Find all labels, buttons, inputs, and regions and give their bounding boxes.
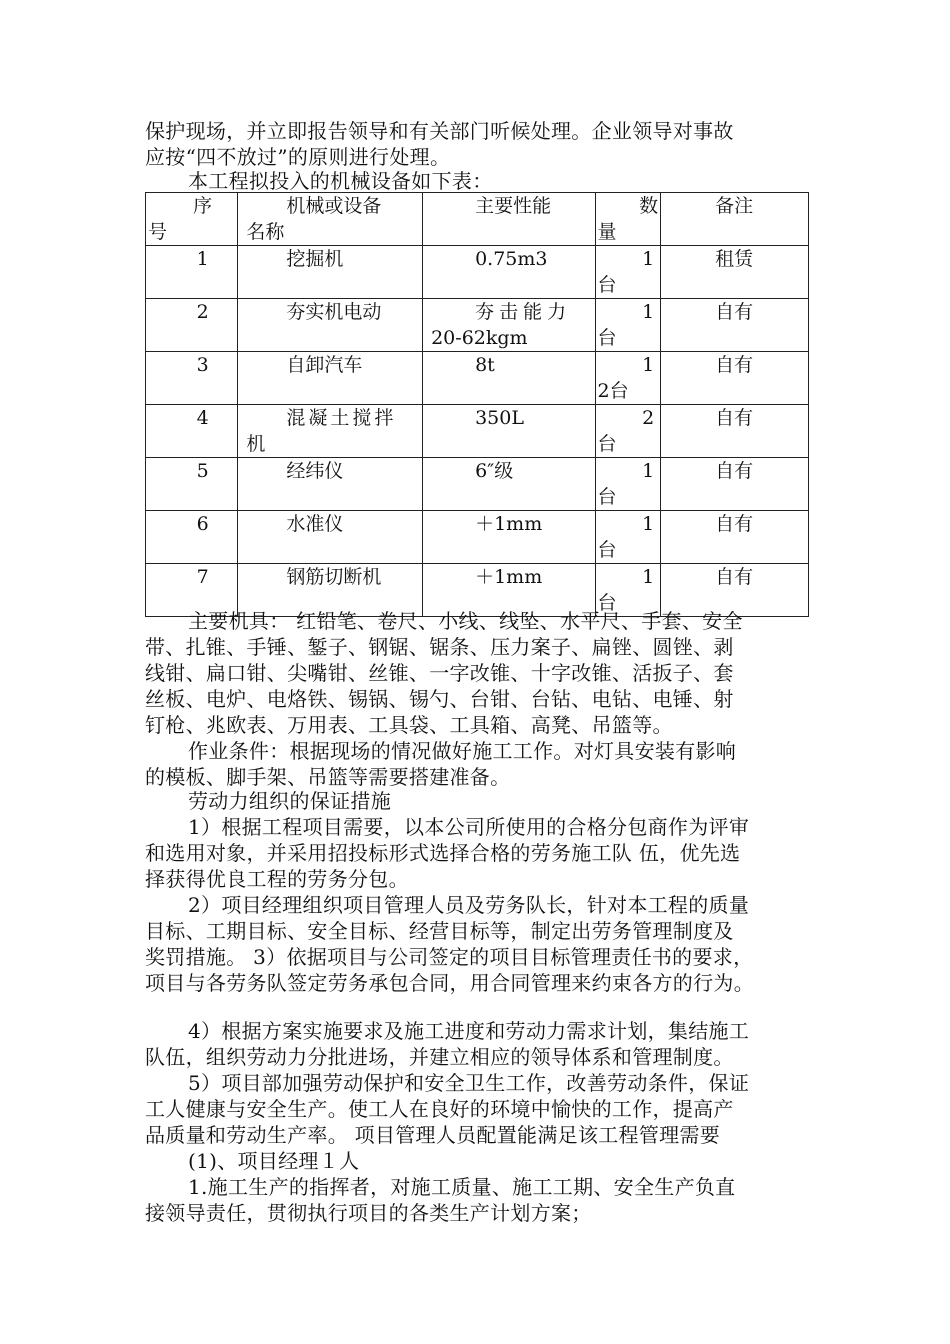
tools-line-4: 丝板、电炉、电烙铁、锡锅、锡勺、台钳、台钻、电钻、电锤、射 <box>145 687 734 711</box>
cell-name: 自卸汽车 <box>238 352 423 405</box>
cell-quantity: 2 台 <box>595 405 661 458</box>
cell-name: 混凝土搅拌 机 <box>238 405 423 458</box>
tools-line-5: 钉枪、兆欧表、万用表、工具袋、工具箱、高凳、吊篮等。 <box>145 713 673 737</box>
header-seq: 序 号 <box>146 193 238 246</box>
cell-name: 挖掘机 <box>238 246 423 299</box>
cell-note: 自有 <box>661 405 809 458</box>
cell-name: 钢筋切断机 <box>238 564 423 617</box>
para1-line-1: 1）根据工程项目需要，以本公司所使用的合格分包商作为评审 <box>188 815 750 839</box>
para4-line-1: 4）根据方案实施要求及施工进度和劳动力需求计划，集结施工 <box>188 1019 750 1043</box>
cell-name: 水准仪 <box>238 511 423 564</box>
pm-heading: (1)、项目经理１人 <box>188 1149 360 1173</box>
tools-line-1: 主要机具： 红铅笔、卷尺、小线、线坠、水平尺、手套、安全 <box>188 609 743 633</box>
cell-quantity: 1 台 <box>595 299 661 352</box>
header-quantity: 数 量 <box>595 193 661 246</box>
conditions-line-2: 的模板、脚手架、吊篮等需要搭建准备。 <box>145 765 511 789</box>
cell-note: 自有 <box>661 352 809 405</box>
para2-line-2: 目标、工期目标、安全目标、经营目标等，制定出劳务管理制度及 <box>145 919 734 943</box>
cell-seq: 5 <box>146 458 238 511</box>
header-note: 备注 <box>661 193 809 246</box>
cell-quantity: 1 台 <box>595 246 661 299</box>
para1-line-3: 择获得优良工程的劳务分包。 <box>145 867 409 891</box>
table-row <box>146 405 809 458</box>
para4-line-2: 队伍，组织劳动力分批进场，并建立相应的领导体系和管理制度。 <box>145 1045 734 1069</box>
equipment-table <box>145 192 809 617</box>
para2-line-3: 奖罚措施。 3）依据项目与公司签定的项目目标管理责任书的要求， <box>145 945 754 969</box>
table-row <box>146 246 809 299</box>
header-name: 机械或设备 名称 <box>238 193 423 246</box>
cell-performance: 8t <box>423 352 595 405</box>
table-row <box>146 511 809 564</box>
para5-line-2: 工人健康与安全生产。使工人在良好的环境中愉快的工作，提高产 <box>145 1097 734 1121</box>
header-performance: 主要性能 <box>423 193 595 246</box>
cell-note: 自有 <box>661 564 809 617</box>
cell-performance: ＋1mm <box>423 564 595 617</box>
cell-name: 夯实机电动 <box>238 299 423 352</box>
para5-line-1: 5）项目部加强劳动保护和安全卫生工作，改善劳动条件，保证 <box>188 1071 750 1095</box>
cell-note: 自有 <box>661 511 809 564</box>
cell-seq: 7 <box>146 564 238 617</box>
intro-line-2: 应按“四不放过”的原则进行处理。 <box>145 145 451 169</box>
tools-line-3: 线钳、扁口钳、尖嘴钳、丝锥、一字改锥、十字改锥、活扳子、套 <box>145 661 734 685</box>
intro-line-1: 保护现场，并立即报告领导和有关部门听候处理。企业领导对事故 <box>145 119 734 143</box>
cell-note: 自有 <box>661 299 809 352</box>
cell-quantity: 1 台 <box>595 458 661 511</box>
cell-seq: 4 <box>146 405 238 458</box>
pm-line-1: 1.施工生产的指挥者，对施工质量、施工工期、安全生产负直 <box>188 1175 736 1199</box>
para1-line-2: 和选用对象，并采用招投标形式选择合格的劳务施工队 伍，优先选 <box>145 841 741 865</box>
cell-name: 经纬仪 <box>238 458 423 511</box>
para2-line-4: 项目与各劳务队签定劳务承包合同，用合同管理来约束各方的行为。 <box>145 971 754 995</box>
cell-performance: 6″级 <box>423 458 595 511</box>
table-row <box>146 458 809 511</box>
cell-quantity: 1 台 <box>595 511 661 564</box>
cell-performance: 350L <box>423 405 595 458</box>
labor-heading: 劳动力组织的保证措施 <box>188 789 391 813</box>
cell-seq: 2 <box>146 299 238 352</box>
table-caption: 本工程拟投入的机械设备如下表： <box>188 169 493 193</box>
cell-quantity: 1 台 <box>595 564 661 617</box>
conditions-line-1: 作业条件：根据现场的情况做好施工工作。对灯具安装有影响 <box>188 739 737 763</box>
table-row <box>146 352 809 405</box>
cell-performance: 0.75m3 <box>423 246 595 299</box>
cell-note: 租赁 <box>661 246 809 299</box>
table-row <box>146 299 809 352</box>
para2-line-1: 2）项目经理组织项目管理人员及劳务队长，针对本工程的质量 <box>188 893 750 917</box>
pm-line-2: 接领导责任，贯彻执行项目的各类生产计划方案； <box>145 1201 592 1225</box>
table-header-row <box>146 193 809 246</box>
cell-performance: ＋1mm <box>423 511 595 564</box>
cell-note: 自有 <box>661 458 809 511</box>
tools-line-2: 带、扎锥、手锤、錾子、钢锯、锯条、压力案子、扁锉、圆锉、剥 <box>145 635 734 659</box>
cell-seq: 6 <box>146 511 238 564</box>
cell-seq: 1 <box>146 246 238 299</box>
cell-quantity: 1 2台 <box>595 352 661 405</box>
para5-line-3: 品质量和劳动生产率。 项目管理人员配置能满足该工程管理需要 <box>145 1123 721 1147</box>
cell-performance: 夯击能力 20-62kgm <box>423 299 595 352</box>
cell-seq: 3 <box>146 352 238 405</box>
